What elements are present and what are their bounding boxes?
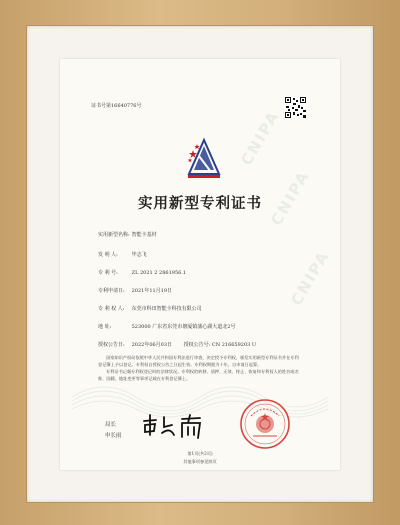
field-label: 发 明 人: — [98, 252, 118, 258]
field-value: 2022年06月03日 — [131, 342, 173, 348]
certificate-number: 证书号第16640776号 — [91, 103, 142, 109]
field-label: 授权公告号: — [183, 342, 211, 348]
patent-certificate — [60, 59, 340, 470]
official-seal-icon — [239, 398, 291, 450]
watermark-text: CNIPA — [287, 247, 334, 309]
page-indicator: 第1页(共2页) — [187, 451, 213, 456]
watermark-text: CNIPA — [267, 167, 314, 229]
field-application-date — [98, 287, 172, 294]
field-value: 毕志飞 — [131, 252, 147, 258]
field-value: CN 216659203 U — [211, 342, 257, 348]
field-value: 东莞市科田智能卡科技有限公司 — [131, 306, 202, 312]
field-label: 授权公告日: — [98, 342, 125, 348]
field-label: 专利申请日: — [98, 288, 125, 294]
body-paragraph: 国家知识产权局依照中华人民共和国专利法进行审查，决定授予专利权，颁发实用新型专利证书并在专利登记簿上予以登记。专利权自授权公告之日起生效。专利权期限为十年，自申请日起算。 — [98, 355, 299, 367]
signatory-role: 局长 — [105, 422, 117, 428]
field-label: 专 利 权 人: — [98, 306, 125, 312]
field-value: ZL 2021 2 2861956.1 — [131, 270, 187, 276]
qr-code-icon — [285, 97, 306, 118]
certificate-body — [98, 354, 302, 382]
handwritten-signature — [140, 411, 210, 441]
field-utility-model-name — [98, 231, 157, 238]
field-value: 523000 广东省东莞市塘厦镇蒲心湖大道北2号 — [131, 324, 236, 330]
continuation-note: 其他事项参见续页 — [183, 459, 217, 464]
field-patentee — [98, 305, 202, 312]
field-grant-date — [98, 341, 256, 348]
signatory-name: 申长雨 — [105, 433, 122, 439]
patent-office-emblem-icon — [185, 136, 223, 180]
field-value: 2021年11月19日 — [131, 288, 173, 294]
field-label: 地 址: — [98, 324, 112, 330]
body-paragraph: 专利证书记载专利权登记时的法律状况。专利权的转移、质押、无效、终止、恢复和专利权人的姓名或名称、国籍、地址变更等事项记载在专利登记簿上。 — [98, 369, 299, 381]
watermark-text: CNIPA — [237, 107, 284, 169]
field-value: 智能卡基材 — [131, 232, 157, 238]
field-inventor — [98, 251, 147, 258]
field-label: 实用新型名称: — [98, 232, 130, 238]
certificate-title: 实用新型专利证书 — [138, 195, 262, 212]
field-label: 专 利 号: — [98, 270, 118, 276]
field-address — [98, 323, 235, 330]
field-patent-number — [98, 269, 186, 276]
